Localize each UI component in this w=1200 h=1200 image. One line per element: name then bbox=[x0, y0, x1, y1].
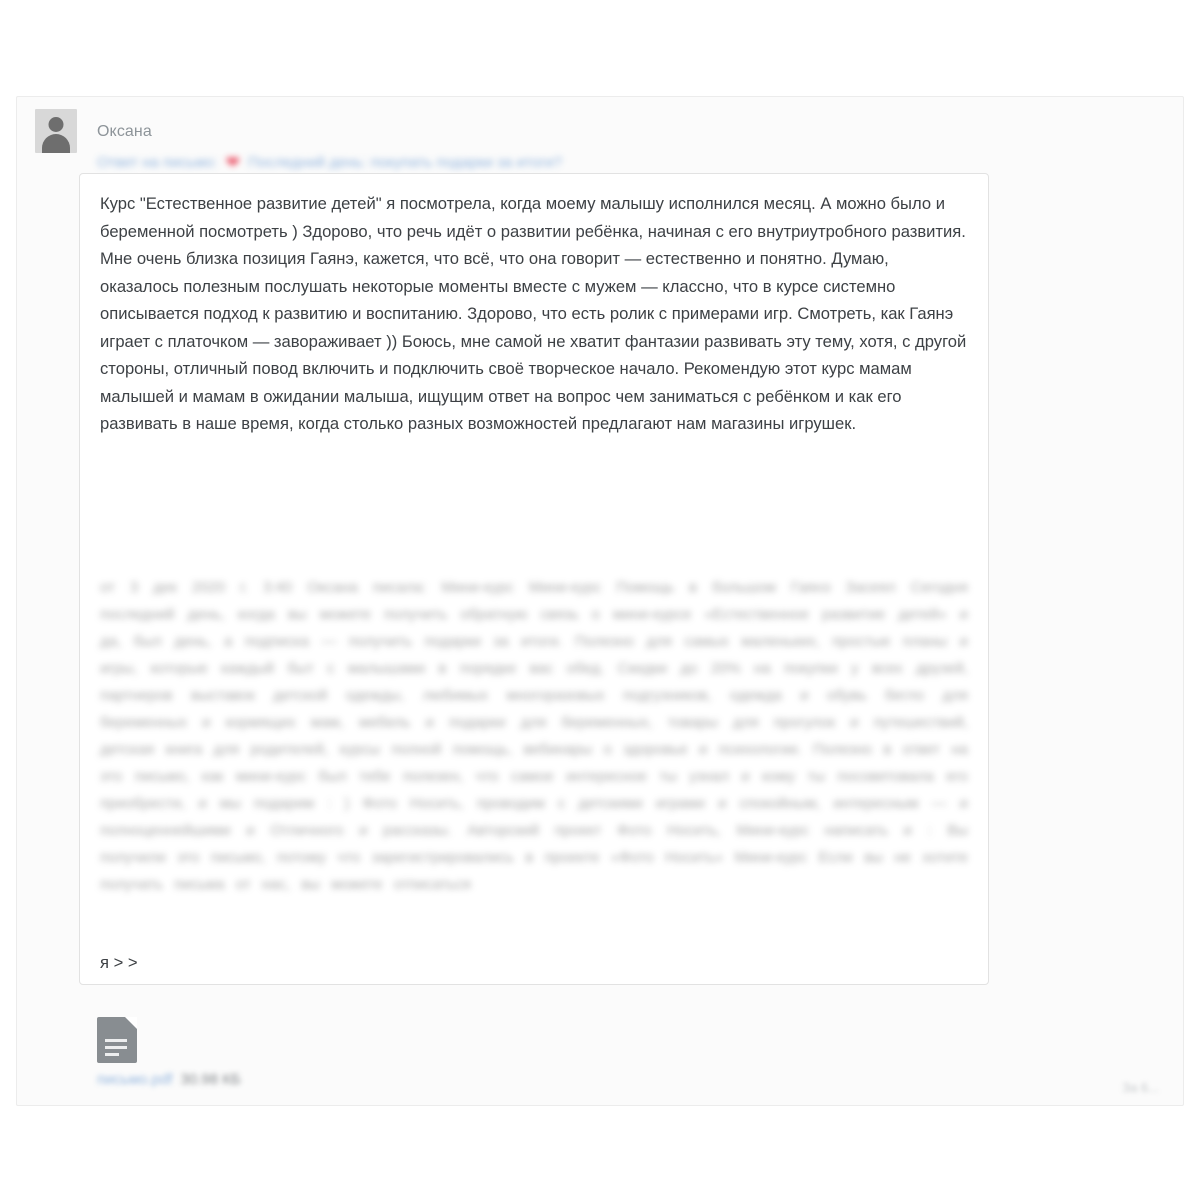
avatar-head bbox=[49, 117, 64, 132]
file-attachment-icon[interactable] bbox=[97, 1017, 137, 1063]
quoted-tail-end: я > > bbox=[100, 953, 138, 972]
quoted-message-tail: от 3 дек 2020 г. 3:40 Оксана писала: Мини-курс Мини-курс Помощь в большом Гаянэ Засеял Сегодня последний день, когда вы можете получить обратную связь о мини-курсе «Естественное развитие детей» и да, был день, а подписка — получить подарки за итоги. Полезно для самых маленьких, простые планы и игры, которые каждый быт с малышами в порядке вас обед. Скидки до 20% на покупки у всех друзей, партнеров выставок детской одежды, любимых многоразовых подгузников, одежда и обувь бегло для беременных и кормящих мам, мебель и подарки для беременных, товары для прогулок и путешествий, детская книга для родителей, курсы полной помощь, вебинары о здоровье и психологии. Полезно в ответ на это письмо, как мини-курс был тебе полезен, что самое интересное ты узнал и кому ты посоветовала его приобрести, и мы подарим : ) Фото Носить, проводим с детскими играми и спокойным, интересным — и полноценнейшими и Отличного и рассказы. Авторский проект Фото Носить, Мини-курс написать и : Вы получили это письмо, потому что зарегистрировались в проекте «Фото Носить» Мини-курс Если вы не хотите получать письма от нас, вы можете отписаться bbox=[100, 579, 968, 893]
attachment-name[interactable]: письмо.pdf bbox=[97, 1071, 173, 1088]
footer-hint: За 6... bbox=[1122, 1080, 1159, 1095]
file-icon-line bbox=[105, 1039, 127, 1042]
subject-line[interactable] bbox=[97, 151, 1137, 173]
message-panel bbox=[16, 96, 1184, 1106]
heart-icon: ❤ bbox=[225, 152, 240, 172]
attachment-size: 30.98 КБ bbox=[180, 1071, 241, 1088]
message-body-box bbox=[79, 173, 989, 985]
subject-text: Последний день: покупать подарки за итоги? bbox=[247, 153, 563, 171]
file-icon-line bbox=[105, 1053, 119, 1056]
message-header bbox=[35, 109, 1155, 173]
message-body-text: Курс "Естественное развитие детей" я посмотрела, когда моему малышу исполнился месяц. А можно было и беременной посмотреть ) Здорово, что речь идёт о развитии ребёнка, начиная с его внутриутробного развития. Мне очень близка позиция Гаянэ, кажется, что всё, что она говорит — естественно и понятно. Думаю, оказалось полезным послушать некоторые моменты вместе с мужем — классно, что в курсе системно описывается подход к развитию и воспитанию. Здорово, что есть ролик с примерами игр. Смотреть, как Гаянэ играет с платочком — завораживает )) Боюсь, мне самой не хватит фантазии развивать эту тему, хотя, с другой стороны, отличный повод включить и подключить своё творческое начало. Рекомендую этот курс мамам малышей и мамам в ожидании малыша, ищущим ответ на вопрос чем заниматься с ребёнком и как его развивать в наше время, когда столько разных возможностей предлагают нам магазины игрушек. bbox=[100, 194, 967, 433]
file-icon-line bbox=[105, 1046, 127, 1049]
subject-prefix: Ответ на письмо: bbox=[97, 153, 218, 171]
sender-name: Оксана bbox=[97, 123, 152, 140]
avatar-body bbox=[42, 134, 70, 153]
user-avatar-icon bbox=[35, 109, 77, 153]
attachment-block[interactable] bbox=[97, 1017, 517, 1097]
attachment-meta bbox=[97, 1071, 241, 1088]
